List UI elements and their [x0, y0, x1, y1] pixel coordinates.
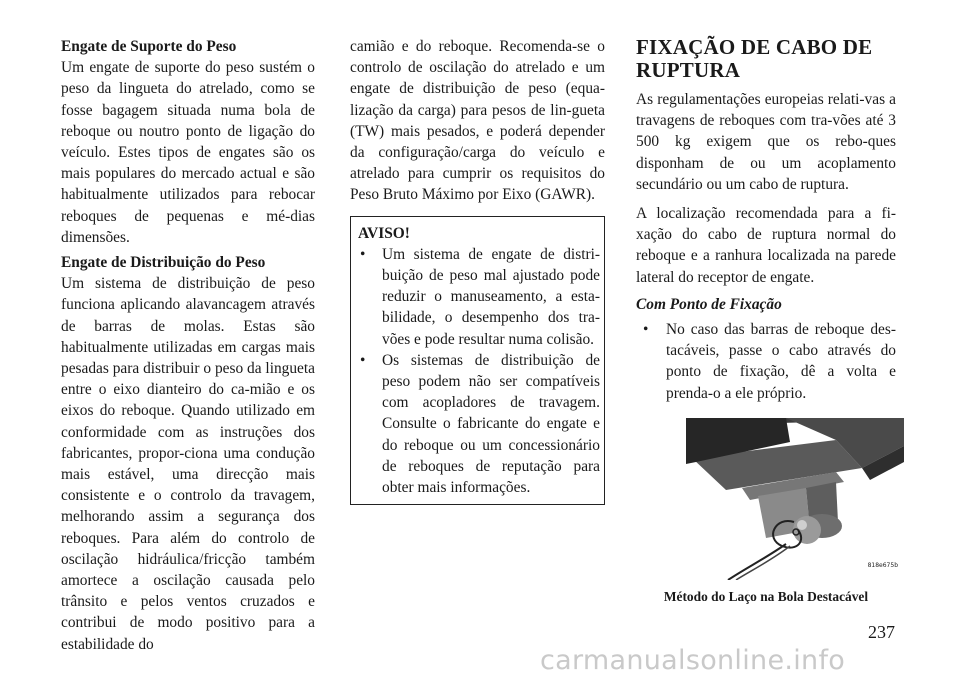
- breakaway-cable-figure: [686, 418, 904, 580]
- paragraph-regulations: As regulamentações europeias relati-vas a travagens de reboques com tra-vões até 3 500 kg exigem que os rebo-ques disponham de ou um acoplamento secundário ou um cabo de ruptura.: [636, 91, 896, 193]
- instruction-list: [636, 319, 896, 404]
- instruction-item: [636, 319, 896, 404]
- subheading-attachment-point: Com Ponto de Fixação: [636, 295, 782, 313]
- column-left: [61, 36, 315, 655]
- heading-weight-carrying-hitch: Engate de Suporte do Peso: [61, 38, 237, 55]
- paragraph-weight-carrying: Um engate de suporte do peso sustém o peso da lingueta do atrelado, como se fosse bagagem situada numa bola de reboque ou noutro ponto de ligação do veículo. Estes tipos de engates são os mais populares do mercado actual e são habitualmente utilizados para rebocar reboques de pequenas e mé-dias dimensões.: [61, 59, 315, 246]
- paragraph-continuation: camião e do reboque. Recomenda-se o controlo de oscilação do atrelado e um engate de distribuição de peso (equa-lização da carga) para pesos de lin-gueta (TW) mais pesados, e poderá depender da configuração/carga do veículo e atrelado para cumprir os requisitos do Peso Bruto Máximo por Eixo (GAWR).: [350, 38, 605, 204]
- bullet-icon: •: [643, 321, 649, 339]
- warning-item: [358, 244, 600, 350]
- column-middle: [350, 36, 605, 505]
- warning-item-text: Um sistema de engate de distri-buição de peso mal ajustado pode reduzir o manuseamento, a esta-bilidade, o desempenho dos tra-vões e pode resultar numa colisão.: [382, 245, 600, 348]
- figure-code: 818e675b: [867, 561, 898, 569]
- warning-list: [358, 244, 600, 498]
- warning-item: [358, 350, 600, 498]
- figure-caption: Método do Laço na Bola Destacável: [663, 588, 869, 604]
- paragraph-location: A localização recomendada para a fi-xação do cabo de ruptura normal do reboque e a ranhura localizada na parede lateral do receptor de engate.: [636, 205, 896, 286]
- section-title: FIXAÇÃO DE CABO DE RUPTURA: [636, 35, 873, 82]
- column-right: [636, 36, 896, 607]
- page-number: 237: [868, 622, 895, 642]
- warning-item-text: Os sistemas de distribuição de peso podem não ser compatíveis com acopladores de travagem. Consulte o fabricante do engate e do reboque ou um concessionário de reboques de reputação para obter mais informações.: [382, 351, 600, 497]
- paragraph-weight-distributing: Um sistema de distribuição de peso funciona aplicando alavancagem através de barras de molas. Estas são habitualmente utilizadas em cargas mais pesadas para distribuir o peso da lingueta entre o eixo dianteiro do ca-mião e os eixos do reboque. Quando utilizado em conformidade com as instruções dos fabricantes, propor-ciona uma condução mais estável, uma direcção mais consistente e o controlo da travagem, melhorando assim a segurança dos reboques. Para além do controlo de oscilação hidráulica/fricção também amortece a oscilação causada pelo trânsito e pelos ventos cruzados e contribui de modo positivo para a estabilidade do: [61, 275, 315, 653]
- watermark: carmanualsonline.info: [540, 645, 846, 676]
- instruction-item-text: No caso das barras de reboque des-tacáveis, passe o cabo através do ponto de fixação, dê a volta e prenda-o a ele próprio.: [666, 321, 896, 402]
- bullet-icon: •: [360, 245, 366, 263]
- warning-box: [350, 216, 605, 506]
- warning-title: AVISO!: [358, 224, 410, 242]
- heading-weight-distributing-hitch: Engate de Distribuição do Peso: [61, 254, 266, 272]
- bullet-icon: •: [360, 351, 366, 369]
